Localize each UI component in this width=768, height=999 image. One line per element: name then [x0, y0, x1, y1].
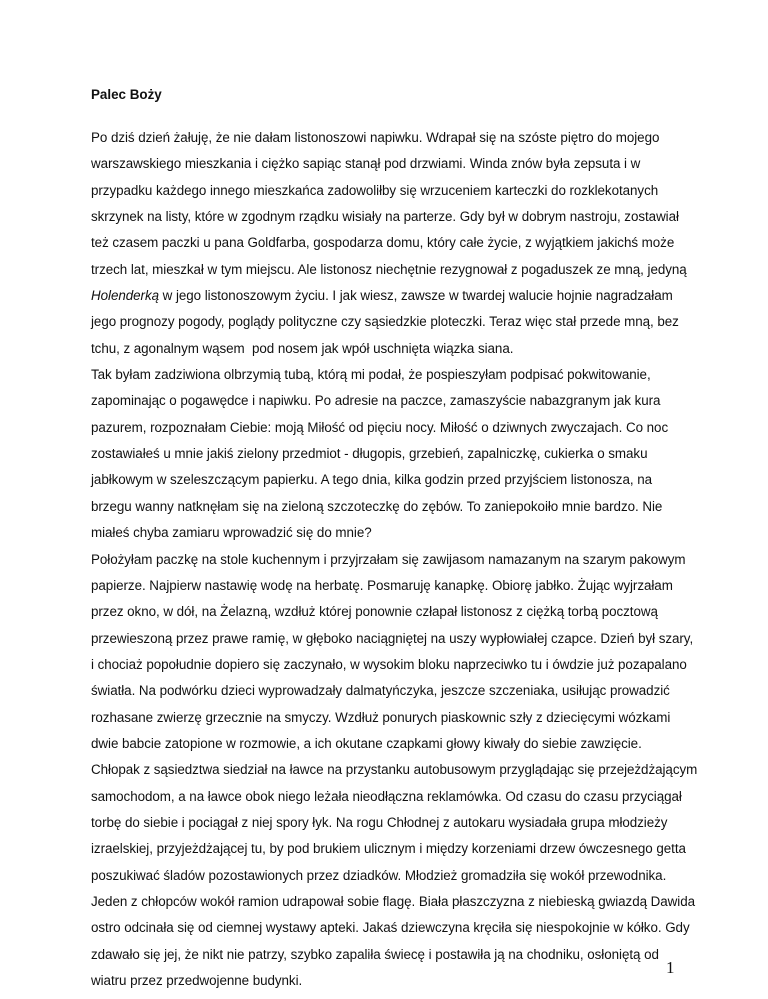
text-line: Po dziś dzień żałuję, że nie dałam listonoszowi napiwku. Wdrapał się na szóste piętro do mojego: [91, 130, 660, 145]
text-line: zdawało się jej, że nikt nie patrzy, szybko zapaliła świecę i postawiła ją na chodniku, osłoniętą od: [91, 946, 659, 962]
text-line: wiatru przez przedwojenne budynki.: [91, 973, 303, 988]
text-line: zostawiałeś u mnie jakiś zielony przedmiot - długopis, grzebień, zapalniczkę, cukierka o smaku: [91, 446, 648, 462]
text-line: rozhasane zwierzę grzecznie na smyczy. Wzdłuż ponurych piaskownic szły z dziecięcymi wózkami: [91, 709, 671, 725]
text-line: przez okno, w dół, na Żelazną, wzdłuż której ponownie człapał listonosz z ciężką torbą pocztową: [91, 604, 658, 620]
text-line: brzegu wanny natknęłam się na zieloną szczoteczkę do zębów. To zaniepokoiło mnie bardzo. Nie: [91, 498, 663, 514]
text-line: torbę do siebie i pociągał z niej spory łyk. Na rogu Chłodnej z autokaru wysiadała grupa młodzieży: [91, 814, 668, 830]
text-line: i chociaż popołudnie dopiero się zaczynało, w wysokim bloku naprzeciwko tu i ówdzie już pozapalano: [91, 656, 687, 672]
text-line: przypadku każdego innego mieszkańca zadowoliłby się wrzuceniem karteczki do rozklekotanych: [91, 182, 659, 198]
text-line: Jeden z chłopców wokół ramion udrapował sobie flagę. Biała płaszczyzna z niebieską gwiazdą Dawida: [91, 893, 696, 909]
text-line: tchu, z agonalnym wąsem pod nosem jak wpół uschnięta wiązka siana.: [91, 340, 514, 356]
page-number: 1: [666, 958, 675, 977]
document-body: [91, 130, 698, 999]
text-line: Położyłam paczkę na stole kuchennym i przyjrzałam się zawijasom namazanym na szarym pakowym: [91, 551, 686, 567]
text-line: samochodom, a na ławce obok niego leżała nieodłączna reklamówka. Od czasu do czasu przyciągał: [91, 788, 682, 804]
text-line: jego prognozy pogody, poglądy polityczne czy sąsiedzkie ploteczki. Teraz więc stał przede mną, bez: [91, 314, 679, 330]
text-line: miałeś chyba zamiaru wprowadzić się do mnie?: [91, 525, 372, 541]
text-line: światła. Na podwórku dzieci wyprowadzały dalmatyńczyka, jeszcze szczeniaka, usiłując prowadzić: [91, 683, 670, 699]
text-line: izraelskiej, przyjeżdżającej tu, by pod brukiem ulicznym i między korzeniami drzew ówczesnego getta: [91, 841, 686, 857]
text-line: dwie babcie zatopione w rozmowie, a ich okutane czapkami głowy kiwały do siebie zawzięcie.: [91, 735, 642, 751]
text-line: pazurem, rozpoznałam Ciebie: moją Miłość od pięciu nocy. Miłość o dziwnych zwyczajach. Co noc: [91, 419, 669, 435]
text-line: Tak byłam zadziwiona olbrzymią tubą, którą mi podał, że pospieszyłam podpisać pokwitowanie,: [91, 367, 651, 383]
text-line: Chłopak z sąsiedztwa siedział na ławce na przystanku autobusowym przyglądając się przejeżdżającym: [91, 762, 698, 778]
text-line: warszawskiego mieszkania i ciężko sapiąc stanął pod drzwiami. Winda znów była zepsuta i w: [91, 156, 641, 172]
text-line: też czasem paczki u pana Goldfarba, gospodarza domu, który całe życie, z wyjątkiem jakichś może: [91, 235, 675, 251]
italic-word: Holenderką: [91, 288, 159, 304]
text-line: jabłkowym w szeleszczącym papierku. A tego dnia, kilka godzin przed przyjściem listonosza, na: [91, 472, 652, 488]
document-title: Palec Boży: [91, 87, 162, 102]
text-line: poszukiwać śladów pozostawionych przez dziadków. Młodzież gromadziła się wokół przewodnika.: [91, 867, 667, 883]
text-line: ostro odcinała się od ciemnej wystawy apteki. Jakaś dziewczyna kręciła się niespokojnie w kółko. Gdy: [91, 920, 690, 936]
text-line: Holenderką w jego listonoszowym życiu. I jak wiesz, zawsze w twardej walucie hojnie nagradzałam: [91, 288, 673, 304]
text-line: trzech lat, mieszkał w tym miejscu. Ale listonosz niechętnie rezygnował z pogaduszek ze mną, jedyną: [91, 261, 687, 277]
text-line: przewieszoną przez prawe ramię, w głęboko naciągniętej na uszy wypłowiałej czapce. Dzień był szary,: [91, 630, 694, 646]
text-line: skrzynek na listy, które w zgodnym rządku wisiały na parterze. Gdy był w dobrym nastroju, zostawiał: [91, 209, 679, 225]
text-line: zapominając o pogawędce i napiwku. Po adresie na paczce, zamaszyście nabazgranym jak kura: [91, 393, 661, 409]
text-line: papierze. Najpierw nastawię wodę na herbatę. Posmaruję kanapkę. Obiorę jabłko. Żując wyjrzałam: [91, 577, 673, 593]
